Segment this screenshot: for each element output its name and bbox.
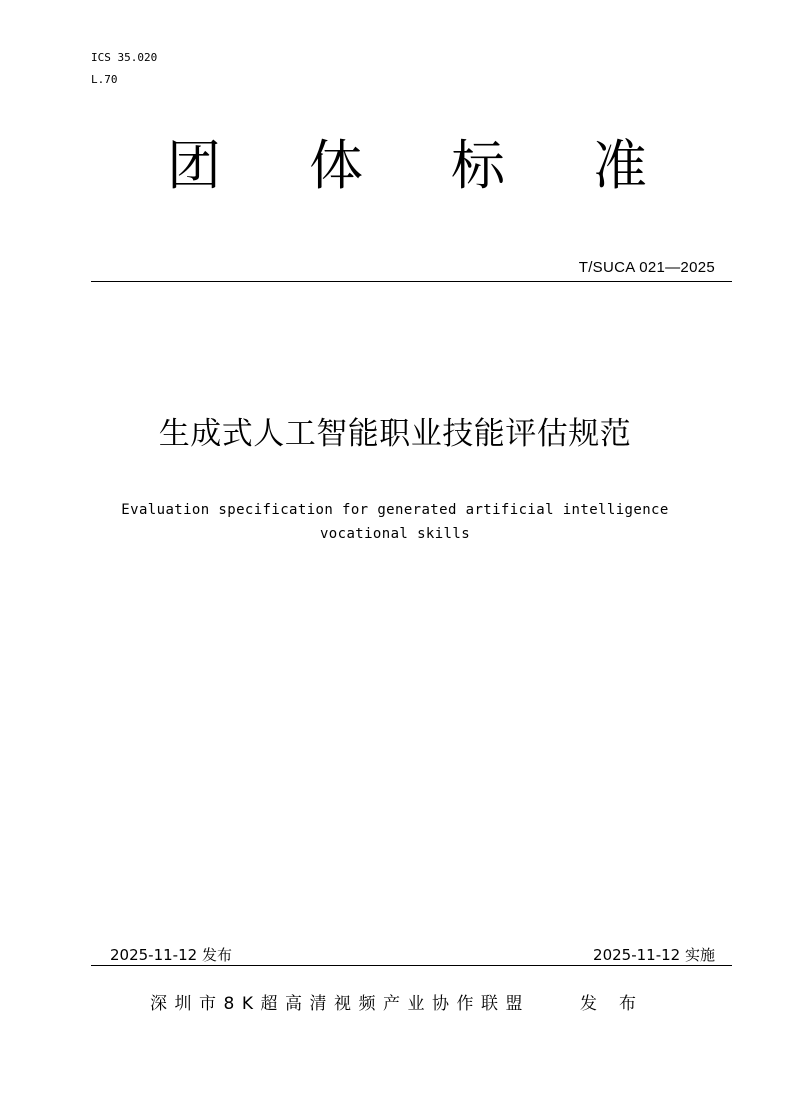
title-english-line: Evaluation specification for generated artificial intelligence xyxy=(121,502,669,518)
document-type-heading xyxy=(0,134,790,198)
standard-number: T/SUCA 021—2025 xyxy=(578,259,715,276)
ics-code: ICS 35.020 xyxy=(91,51,158,64)
top-divider xyxy=(91,281,732,282)
title-chinese: 生成式人工智能职业技能评估规范 xyxy=(158,416,632,452)
issue-label: 发布 xyxy=(580,994,658,1014)
title-english-line: vocational skills xyxy=(319,526,471,542)
document-type-char: 体 xyxy=(309,134,363,197)
implement-date: 2025-11-12 实施 xyxy=(593,946,715,964)
document-type-char: 标 xyxy=(451,134,505,197)
publish-date: 2025-11-12 发布 xyxy=(110,946,232,964)
issuing-organization: 深圳市8K超高清视频产业协作联盟 xyxy=(150,994,530,1014)
document-type-char: 团 xyxy=(167,134,221,197)
classification-code: L.70 xyxy=(91,73,118,86)
document-type-char: 准 xyxy=(593,134,647,197)
title-english xyxy=(0,498,790,546)
bottom-divider xyxy=(91,965,732,966)
